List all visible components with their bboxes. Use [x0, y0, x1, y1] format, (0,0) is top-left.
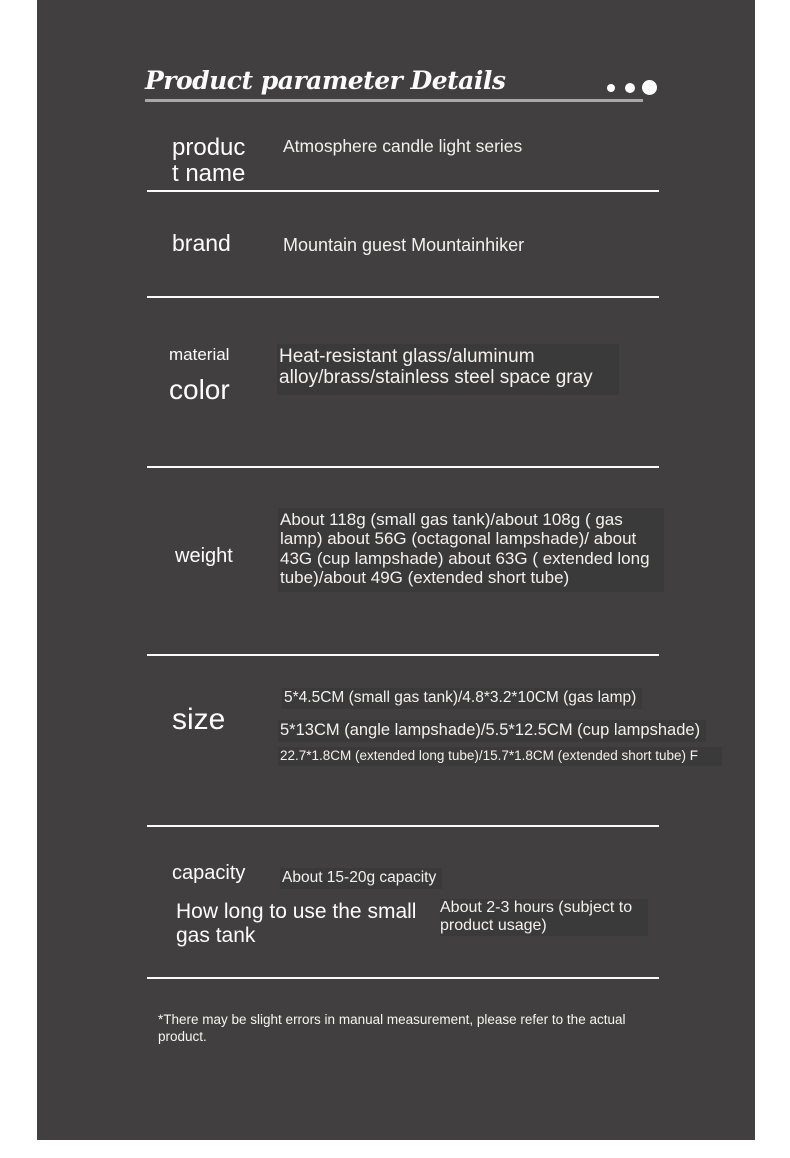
- decor-dot-large-icon: [642, 80, 657, 95]
- weight-label: weight: [175, 545, 233, 567]
- decor-dot-medium-icon: [625, 83, 635, 93]
- row-separator: [147, 466, 659, 468]
- size-value-line3: 22.7*1.8CM (extended long tube)/15.7*1.8CM (extended short tube) F: [278, 747, 722, 766]
- product-name-value: Atmosphere candle light series: [283, 136, 523, 156]
- brand-label: brand: [172, 230, 231, 256]
- row-separator: [147, 977, 659, 979]
- material-color-value: Heat-resistant glass/aluminum alloy/brass/stainless steel space gray: [277, 344, 619, 395]
- row-separator: [147, 654, 659, 656]
- capacity-value: About 15-20g capacity: [280, 868, 442, 889]
- row-separator: [147, 190, 659, 192]
- burn-time-value: About 2-3 hours (subject to product usage): [440, 899, 648, 936]
- panel-background: [37, 0, 755, 1140]
- decor-dot-small-icon: [607, 84, 615, 92]
- material-label: material: [169, 345, 230, 364]
- color-label: color: [169, 374, 230, 405]
- page-title: Product parameter Details: [145, 66, 506, 95]
- title-underline: [145, 99, 643, 102]
- size-value-line2: 5*13CM (angle lampshade)/5.5*12.5CM (cup lampshade): [278, 720, 706, 742]
- row-separator: [147, 825, 659, 827]
- size-value-line1: 5*4.5CM (small gas tank)/4.8*3.2*10CM (gas lamp): [282, 688, 642, 709]
- product-name-label: product name: [172, 134, 246, 187]
- weight-value: About 118g (small gas tank)/about 108g ( gas lamp) about 56G (octagonal lampshade)/ about 43G (cup lampshade) about 63G ( extended long tube)/about 49G (extended short tube): [278, 508, 664, 592]
- measurement-disclaimer: *There may be slight errors in manual measurement, please refer to the actual product.: [158, 1012, 626, 1044]
- capacity-label: capacity: [172, 862, 246, 884]
- burn-time-label: How long to use the small gas tank: [176, 900, 417, 948]
- brand-value: Mountain guest Mountainhiker: [283, 235, 525, 255]
- row-separator: [147, 296, 659, 298]
- size-label: size: [172, 703, 226, 736]
